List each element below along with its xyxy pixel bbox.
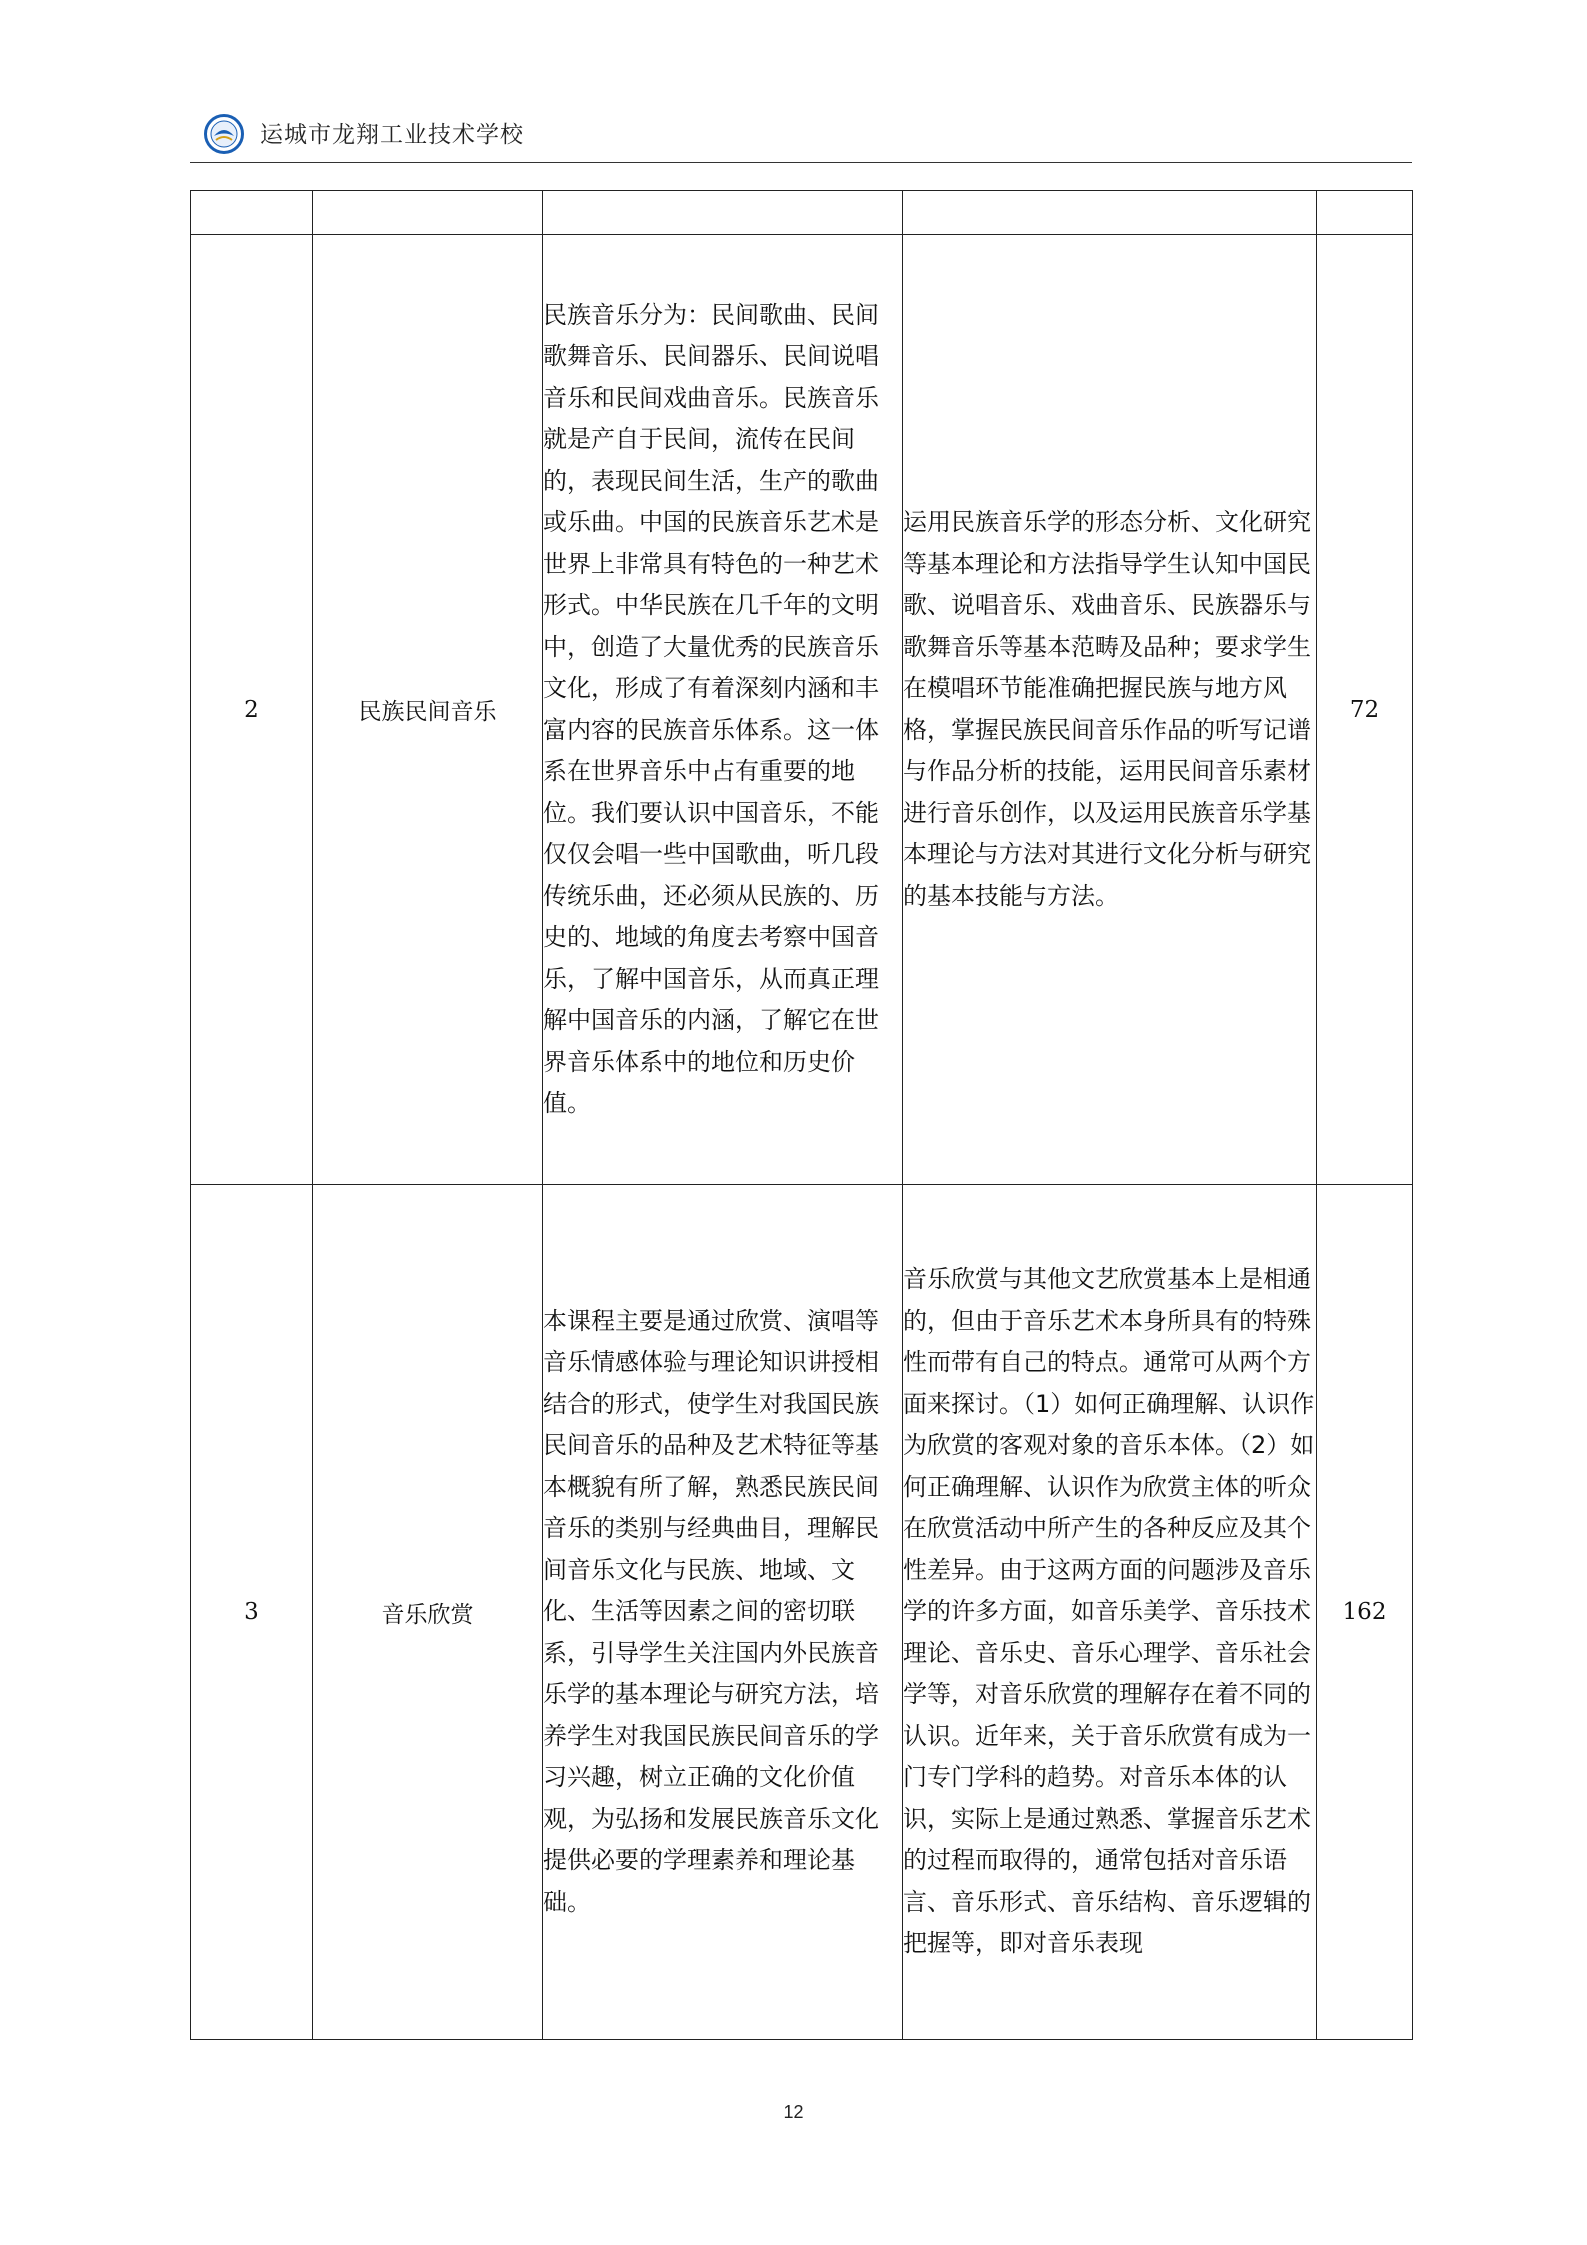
school-emblem-icon [204, 114, 244, 154]
course-hours-cell: 162 [1317, 1185, 1413, 2040]
course-requirements-cell [903, 191, 1317, 235]
course-number-cell: 2 [191, 235, 313, 1185]
course-content-cell: 本课程主要是通过欣赏、演唱等音乐情感体验与理论知识讲授相结合的形式，使学生对我国民族民间音乐的品种及艺术特征等基本概貌有所了解，熟悉民族民间音乐的类别与经典曲目，理解民间音乐文化与民族、地域、文化、生活等因素之间的密切联系，引导学生关注国内外民族音乐学的基本理论与研究方法，培养学生对我国民族民间音乐的学习兴趣，树立正确的文化价值观，为弘扬和发展民族音乐文化提供必要的学理素养和理论基础。 [543, 1185, 903, 2040]
page-number: 12 [783, 2102, 804, 2122]
course-name-cell [313, 191, 543, 235]
course-name-cell: 音乐欣赏 [313, 1185, 543, 2040]
course-hours-cell [1317, 191, 1413, 235]
table-row [191, 1185, 1413, 2040]
course-name-cell: 民族民间音乐 [313, 235, 543, 1185]
table-row [191, 191, 1413, 235]
table-row [191, 235, 1413, 1185]
course-requirements-cell: 运用民族音乐学的形态分析、文化研究等基本理论和方法指导学生认知中国民歌、说唱音乐、戏曲音乐、民族器乐与歌舞音乐等基本范畴及品种；要求学生在模唱环节能准确把握民族与地方风格，掌握民族民间音乐作品的听写记谱与作品分析的技能，运用民间音乐素材进行音乐创作，以及运用民族音乐学基本理论与方法对其进行文化分析与研究的基本技能与方法。 [903, 235, 1317, 1185]
course-content-cell: 民族音乐分为：民间歌曲、民间歌舞音乐、民间器乐、民间说唱音乐和民间戏曲音乐。民族音乐就是产自于民间，流传在民间的，表现民间生活，生产的歌曲或乐曲。中国的民族音乐艺术是世界上非常具有特色的一种艺术形式。中华民族在几千年的文明中，创造了大量优秀的民族音乐文化，形成了有着深刻内涵和丰富内容的民族音乐体系。这一体系在世界音乐中占有重要的地位。我们要认识中国音乐，不能仅仅会唱一些中国歌曲，听几段传统乐曲，还必须从民族的、历史的、地域的角度去考察中国音乐，了解中国音乐，从而真正理解中国音乐的内涵，了解它在世界音乐体系中的地位和历史价值。 [543, 235, 903, 1185]
course-requirements-cell: 音乐欣赏与其他文艺欣赏基本上是相通的，但由于音乐艺术本身所具有的特殊性而带有自己的特点。通常可从两个方面来探讨。（1）如何正确理解、认识作为欣赏的客观对象的音乐本体。（2）如何正确理解、认识作为欣赏主体的听众在欣赏活动中所产生的各种反应及其个性差异。由于这两方面的问题涉及音乐学的许多方面，如音乐美学、音乐技术理论、音乐史、音乐心理学、音乐社会学等，对音乐欣赏的理解存在着不同的认识。近年来，关于音乐欣赏有成为一门专门学科的趋势。对音乐本体的认识，实际上是通过熟悉、掌握音乐艺术的过程而取得的，通常包括对音乐语言、音乐形式、音乐结构、音乐逻辑的把握等，即对音乐表现 [903, 1185, 1317, 2040]
page-header [190, 108, 1412, 163]
course-hours-cell: 72 [1317, 235, 1413, 1185]
course-content-cell [543, 191, 903, 235]
course-number-cell: 3 [191, 1185, 313, 2040]
course-number-cell [191, 191, 313, 235]
course-table [190, 190, 1413, 2040]
school-name: 运城市龙翔工业技术学校 [260, 122, 524, 148]
